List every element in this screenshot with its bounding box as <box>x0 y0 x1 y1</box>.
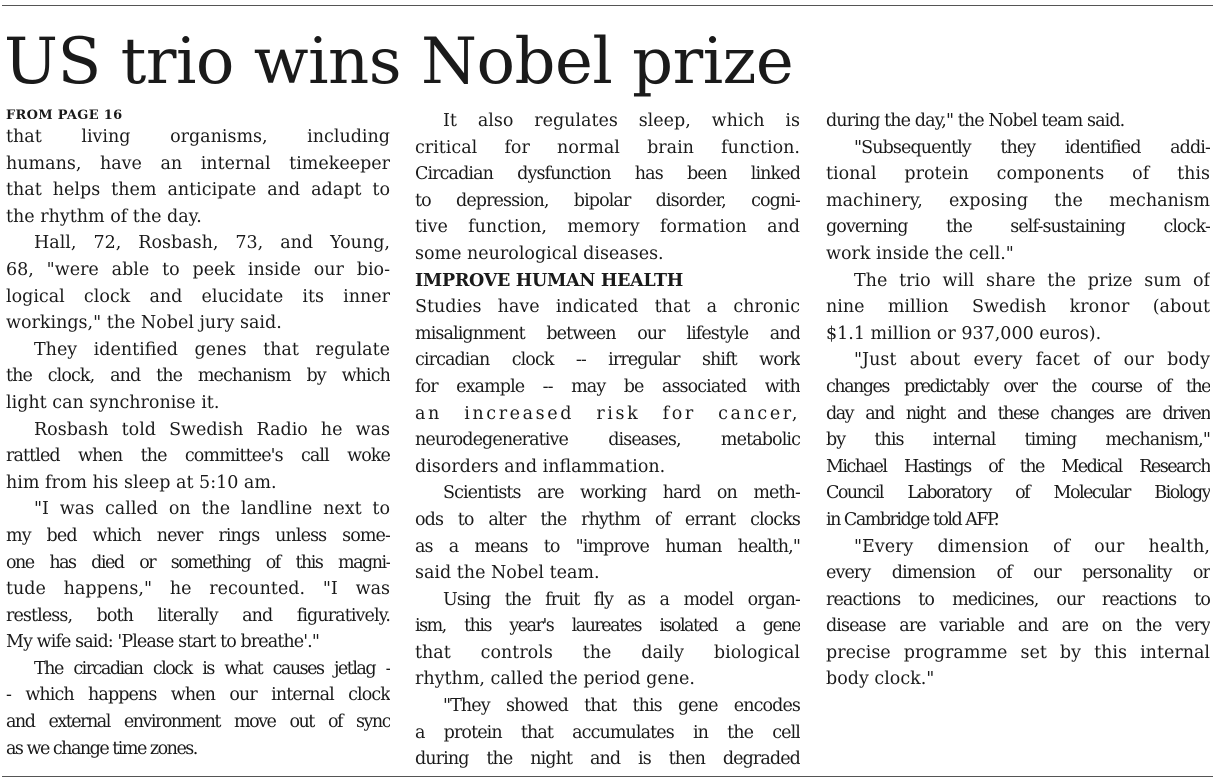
text-line: as we change time zones. <box>6 738 197 759</box>
text-line: work inside the cell." <box>826 243 1014 264</box>
text-line: for example -- may be associated with <box>415 376 800 397</box>
text-line: restless, both literally and figuratively. <box>6 605 390 626</box>
text-line: Council Laboratory of Molecular Biology <box>826 483 1210 504</box>
text-line: some neurological diseases. <box>415 243 664 264</box>
text-line: the clock, and the mechanism by which <box>6 366 390 387</box>
text-line: The trio will share the prize sum of <box>854 270 1210 291</box>
text-line: Michael Hastings of the Medical Research <box>826 456 1210 477</box>
text-line: ism, this year's laureates isolated a gene <box>415 616 800 637</box>
column-3 <box>826 108 1210 693</box>
text-line: "Every dimension of our health, <box>854 536 1210 557</box>
column-1 <box>6 108 390 762</box>
text-line: The circadian clock is what causes jetlag - <box>34 658 390 679</box>
top-rule <box>2 5 1213 6</box>
text-line: Hall, 72, Rosbash, 73, and Young, <box>34 233 390 254</box>
text-line: in Cambridge told AFP. <box>826 509 998 530</box>
text-line: $1.1 million or 937,000 euros). <box>826 323 1102 344</box>
text-line: during the day," the Nobel team said. <box>826 111 1125 131</box>
text-line: machinery, exposing the mechanism <box>826 190 1210 211</box>
text-line: precise programme set by this internal <box>826 642 1210 663</box>
text-line: him from his sleep at 5:10 am. <box>6 472 277 493</box>
text-line: my bed which never rings unless some- <box>6 525 390 546</box>
text-line: light can synchronise it. <box>6 392 220 413</box>
text-line: rhythm, called the period gene. <box>415 669 695 690</box>
text-line: a protein that accumulates in the cell <box>415 722 800 743</box>
text-line: rattled when the committee's call woke <box>6 446 390 467</box>
text-line: "Just about every facet of our body <box>854 350 1210 371</box>
text-line: 68, "were able to peek inside our bio- <box>6 259 390 280</box>
text-line: changes predictably over the course of the <box>826 376 1210 397</box>
text-line: Studies have indicated that a chronic <box>415 297 800 318</box>
text-line: "Subsequently they identified addi- <box>854 137 1210 158</box>
text-line: said the Nobel team. <box>415 563 600 584</box>
text-line: Rosbash told Swedish Radio he was <box>34 419 390 440</box>
text-line: workings," the Nobel jury said. <box>6 313 282 334</box>
text-line: logical clock and elucidate its inner <box>6 286 390 307</box>
headline: US trio wins Nobel prize <box>4 25 794 99</box>
text-line: Scientists are working hard on meth- <box>443 483 800 504</box>
text-line: tude happens," he recounted. "I was <box>6 579 390 600</box>
text-line: body clock." <box>826 669 935 690</box>
text-line: tional protein components of this <box>826 164 1210 185</box>
text-line: by this internal timing mechanism," <box>826 430 1210 451</box>
text-line: disorders and inflammation. <box>415 456 666 477</box>
text-line: "They showed that this gene encodes <box>443 696 800 717</box>
text-line: and external environment move out of sync <box>6 712 390 733</box>
text-line: day and night and these changes are driven <box>826 403 1210 424</box>
text-line: critical for normal brain function. <box>415 137 800 158</box>
text-line: misalignment between our lifestyle and <box>415 323 800 344</box>
text-line: They identified genes that regulate <box>34 339 390 360</box>
text-line: the rhythm of the day. <box>6 206 202 227</box>
text-line: tive function, memory formation and <box>415 217 800 238</box>
column-2 <box>415 108 800 773</box>
text-line: one has died or something of this magni- <box>6 552 390 573</box>
text-line: Using the fruit fly as a model organ- <box>443 589 800 610</box>
text-line: that controls the daily biological <box>415 642 800 663</box>
text-line: an increased risk for cancer, <box>415 403 800 424</box>
text-line: Circadian dysfunction has been linked <box>415 164 800 185</box>
text-line: nine million Swedish kronor (about <box>826 297 1210 318</box>
text-line: every dimension of our personality or <box>826 563 1210 584</box>
text-line: that helps them anticipate and adapt to <box>6 180 390 201</box>
text-line: ods to alter the rhythm of errant clocks <box>415 509 800 530</box>
subhead: IMPROVE HUMAN HEALTH <box>415 270 683 291</box>
text-line: circadian clock -- irregular shift work <box>415 350 800 371</box>
text-line: My wife said: 'Please start to breathe'." <box>6 632 319 653</box>
text-line: during the night and is then degraded <box>415 749 800 770</box>
text-line: neurodegenerative diseases, metabolic <box>415 430 800 451</box>
text-line: disease are variable and are on the very <box>826 616 1210 637</box>
text-line: to depression, bipolar disorder, cogni- <box>415 190 800 211</box>
bottom-rule <box>2 776 1213 777</box>
text-line: reactions to medicines, our reactions to <box>826 589 1210 610</box>
text-line: governing the self-sustaining clock- <box>826 217 1210 238</box>
text-line: humans, have an internal timekeeper <box>6 153 390 174</box>
text-line: that living organisms, including <box>6 127 390 147</box>
text-line: "I was called on the landline next to <box>34 499 390 520</box>
text-line: - which happens when our internal clock <box>6 685 390 706</box>
text-line: as a means to "improve human health," <box>415 536 800 557</box>
kicker: FROM PAGE 16 <box>6 108 123 123</box>
text-line: It also regulates sleep, which is <box>443 111 800 131</box>
